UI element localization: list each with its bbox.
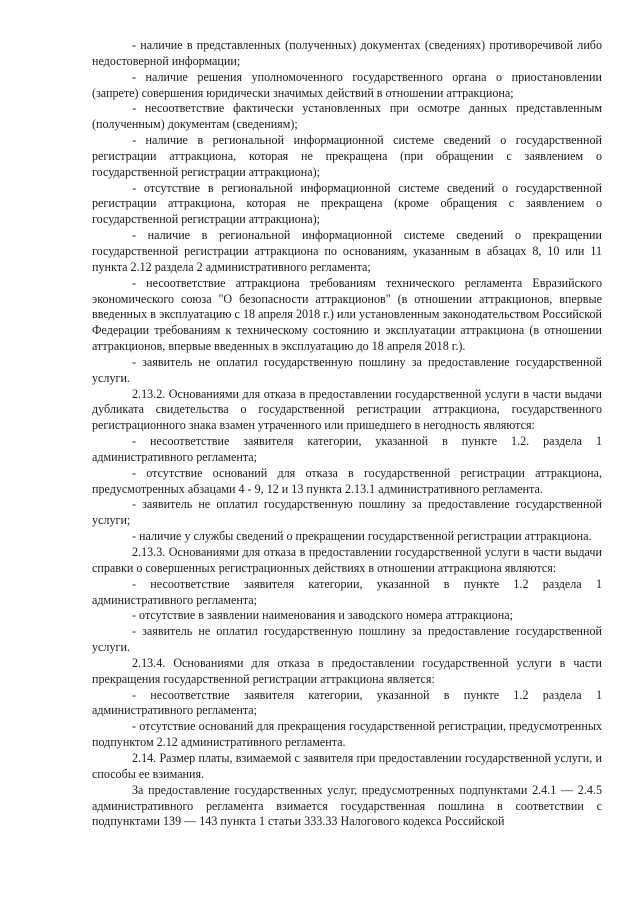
paragraph: - наличие в региональной информационной системе сведений о прекращении государственной регистрации аттракциона по основаниям, указанным в абзацах 8, 10 или 11 пункта 2.12 раздела 2 административного регламента; xyxy=(92,228,602,274)
paragraph: 2.13.4. Основаниями для отказа в предоставлении государственной услуги в части прекращения государственной регистрации аттракциона является: xyxy=(92,655,602,686)
paragraph: - наличие у службы сведений о прекращении государственной регистрации аттракциона. xyxy=(132,529,592,544)
paragraph: - отсутствие оснований для прекращения государственной регистрации, предусмотренных подпунктом 2.12 административного регламента. xyxy=(92,719,602,750)
paragraph: - несоответствие заявителя категории, указанной в пункте 1.2 раздела 1 административного регламента; xyxy=(92,576,602,607)
paragraph: - наличие в представленных (полученных) документах (сведениях) противоречивой либо недостоверной информации; xyxy=(92,38,602,68)
paragraph: 2.13.3. Основаниями для отказа в предоставлении государственной услуги в части выдачи справки о совершенных регистрационных действиях в отношении аттракциона являются: xyxy=(92,545,602,575)
paragraph: 2.14. Размер платы, взимаемой с заявителя при предоставлении государственной услуги, и способы ее взимания. xyxy=(92,750,602,781)
paragraph: - несоответствие заявителя категории, указанной в пункте 1.2. раздела 1 административного регламента; xyxy=(92,434,602,464)
paragraph: - отсутствие в региональной информационной системе сведений о государственной регистрации аттракциона, которая не прекращена (кроме обращения с заявлением о государственной регистрации аттракциона); xyxy=(92,180,602,227)
paragraph: - несоответствие заявителя категории, указанной в пункте 1.2 раздела 1 административного регламента; xyxy=(92,687,602,718)
paragraph: - несоответствие аттракциона требованиям технического регламента Евразийского экономического союза "О безопасности аттракционов" (в отношении аттракционов, впервые введенных в эксплуатацию с 18 апреля 2018 г.) или установленным законодательством Российской Федерации требованиям к техническому состоянию и эксплуатации аттракциона (в отношении аттракционов, впервые введенных в эксплуатацию до 18 апреля 2018 г.). xyxy=(92,275,602,354)
paragraph: - заявитель не оплатил государственную пошлину за предоставление государственной услуги. xyxy=(92,354,602,385)
document-page xyxy=(92,38,602,830)
paragraph: - наличие решения уполномоченного государственного органа о приостановлении (запрете) совершения юридически значимых действий в отношении аттракциона; xyxy=(92,69,602,100)
paragraph: - наличие в региональной информационной системе сведений о государственной регистрации аттракциона, которая не прекращена (при обращении с заявлением о государственной регистрации аттракциона); xyxy=(92,133,602,179)
paragraph: - заявитель не оплатил государственную пошлину за предоставление государственной услуги; xyxy=(92,497,602,528)
paragraph: - отсутствие в заявлении наименования и заводского номера аттракциона; xyxy=(132,608,513,623)
paragraph: - несоответствие фактически установленных при осмотре данных представленным (полученным) документам (сведениям); xyxy=(92,101,602,132)
paragraph: 2.13.2. Основаниями для отказа в предоставлении государственной услуги в части выдачи дубликата свидетельства о государственной регистрации аттракциона, государственного регистрационного знака взамен утраченного или пришедшего в негодность являются: xyxy=(92,386,602,433)
paragraph: За предоставление государственных услуг, предусмотренных подпунктами 2.4.1 — 2.4.5 административного регламента взимается государственная пошлина в соответствии с подпунктами 139 — 143 пункта 1 статьи 333.33 Налогового кодекса Российской xyxy=(92,782,602,829)
paragraph: - заявитель не оплатил государственную пошлину за предоставление государственной услуги. xyxy=(92,624,602,655)
paragraph: - отсутствие оснований для отказа в государственной регистрации аттракциона, предусмотренных абзацами 4 - 9, 12 и 13 пункта 2.13.1 административного регламента. xyxy=(92,465,602,496)
